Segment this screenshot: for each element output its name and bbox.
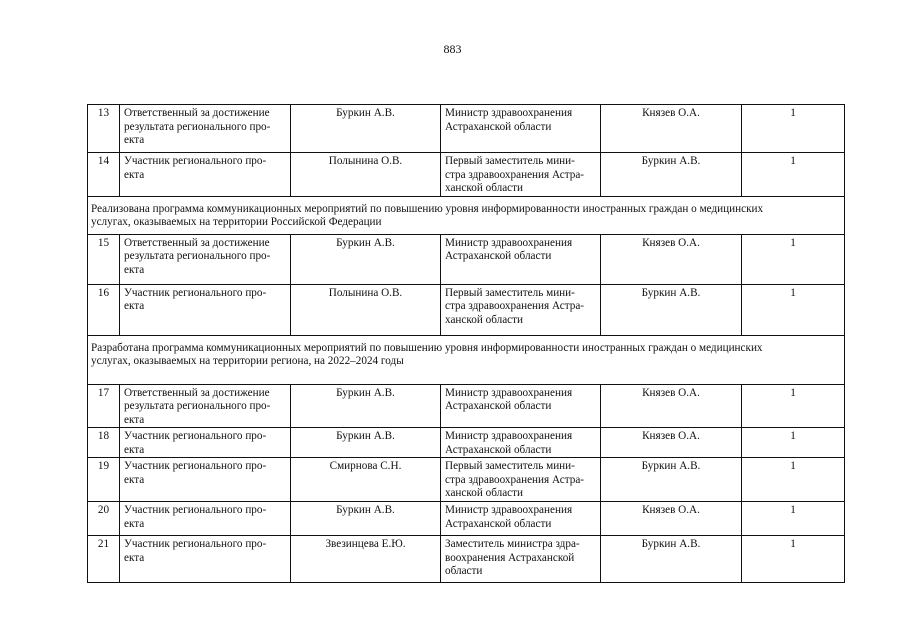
role-cell: Участник регионального про- екта — [120, 458, 291, 502]
position-cell: Первый заместитель мини- стра здравоохранения Астра- ханской области — [441, 284, 601, 335]
value-cell: 1 — [742, 458, 845, 502]
page-number: 883 — [443, 42, 462, 56]
person-cell: Буркин А.В. — [291, 105, 441, 153]
row-number: 16 — [88, 284, 120, 335]
row-number: 19 — [88, 458, 120, 502]
person-cell: Буркин А.В. — [291, 234, 441, 284]
table-row — [88, 536, 845, 583]
supervisor-cell: Князев О.А. — [601, 502, 742, 536]
value-cell: 1 — [742, 105, 845, 153]
role-cell: Участник регионального про- екта — [120, 502, 291, 536]
person-cell: Смирнова С.Н. — [291, 458, 441, 502]
row-number: 17 — [88, 384, 120, 428]
supervisor-cell: Буркин А.В. — [601, 153, 742, 197]
value-cell: 1 — [742, 153, 845, 197]
position-cell: Министр здравоохранения Астраханской области — [441, 105, 601, 153]
table-row — [88, 458, 845, 502]
supervisor-cell: Князев О.А. — [601, 384, 742, 428]
table-body — [88, 105, 845, 583]
row-number: 21 — [88, 536, 120, 583]
person-cell: Буркин А.В. — [291, 384, 441, 428]
person-cell: Буркин А.В. — [291, 428, 441, 458]
role-cell: Участник регионального про- екта — [120, 428, 291, 458]
table-row — [88, 153, 845, 197]
table-row — [88, 284, 845, 335]
row-number: 18 — [88, 428, 120, 458]
supervisor-cell: Буркин А.В. — [601, 458, 742, 502]
section-row — [88, 335, 845, 384]
role-cell: Участник регионального про- екта — [120, 536, 291, 583]
row-number: 20 — [88, 502, 120, 536]
position-cell: Министр здравоохранения Астраханской области — [441, 234, 601, 284]
section-heading: Разработана программа коммуникационных мероприятий по повышению уровня информированности иностранных граждан о медицинских услугах, оказываемых на территории региона, на 2022–2024 годы — [88, 335, 845, 384]
supervisor-cell: Князев О.А. — [601, 234, 742, 284]
row-number: 13 — [88, 105, 120, 153]
position-cell: Заместитель министра здра- воохранения Астраханской области — [441, 536, 601, 583]
person-cell: Полынина О.В. — [291, 153, 441, 197]
value-cell: 1 — [742, 284, 845, 335]
value-cell: 1 — [742, 536, 845, 583]
supervisor-cell: Буркин А.В. — [601, 284, 742, 335]
role-cell: Участник регионального про- екта — [120, 284, 291, 335]
section-heading: Реализована программа коммуникационных мероприятий по повышению уровня информированности иностранных граждан о медицинских услугах, оказываемых на территории Российской Федерации — [88, 196, 845, 234]
person-cell: Звезинцева Е.Ю. — [291, 536, 441, 583]
supervisor-cell: Князев О.А. — [601, 428, 742, 458]
table-row — [88, 428, 845, 458]
role-cell: Ответственный за достижение результата регионального про- екта — [120, 105, 291, 153]
position-cell: Первый заместитель мини- стра здравоохранения Астра- ханской области — [441, 153, 601, 197]
role-cell: Ответственный за достижение результата регионального про- екта — [120, 384, 291, 428]
position-cell: Первый заместитель мини- стра здравоохранения Астра- ханской области — [441, 458, 601, 502]
position-cell: Министр здравоохранения Астраханской области — [441, 502, 601, 536]
person-cell: Полынина О.В. — [291, 284, 441, 335]
row-number: 15 — [88, 234, 120, 284]
value-cell: 1 — [742, 502, 845, 536]
responsibility-table — [87, 104, 845, 583]
value-cell: 1 — [742, 428, 845, 458]
supervisor-cell: Князев О.А. — [601, 105, 742, 153]
value-cell: 1 — [742, 234, 845, 284]
person-cell: Буркин А.В. — [291, 502, 441, 536]
row-number: 14 — [88, 153, 120, 197]
table-row — [88, 502, 845, 536]
table-row — [88, 384, 845, 428]
table-row — [88, 105, 845, 153]
table-row — [88, 234, 845, 284]
section-row — [88, 196, 845, 234]
role-cell: Участник регионального про- екта — [120, 153, 291, 197]
position-cell: Министр здравоохранения Астраханской области — [441, 428, 601, 458]
supervisor-cell: Буркин А.В. — [601, 536, 742, 583]
role-cell: Ответственный за достижение результата регионального про- екта — [120, 234, 291, 284]
position-cell: Министр здравоохранения Астраханской области — [441, 384, 601, 428]
value-cell: 1 — [742, 384, 845, 428]
